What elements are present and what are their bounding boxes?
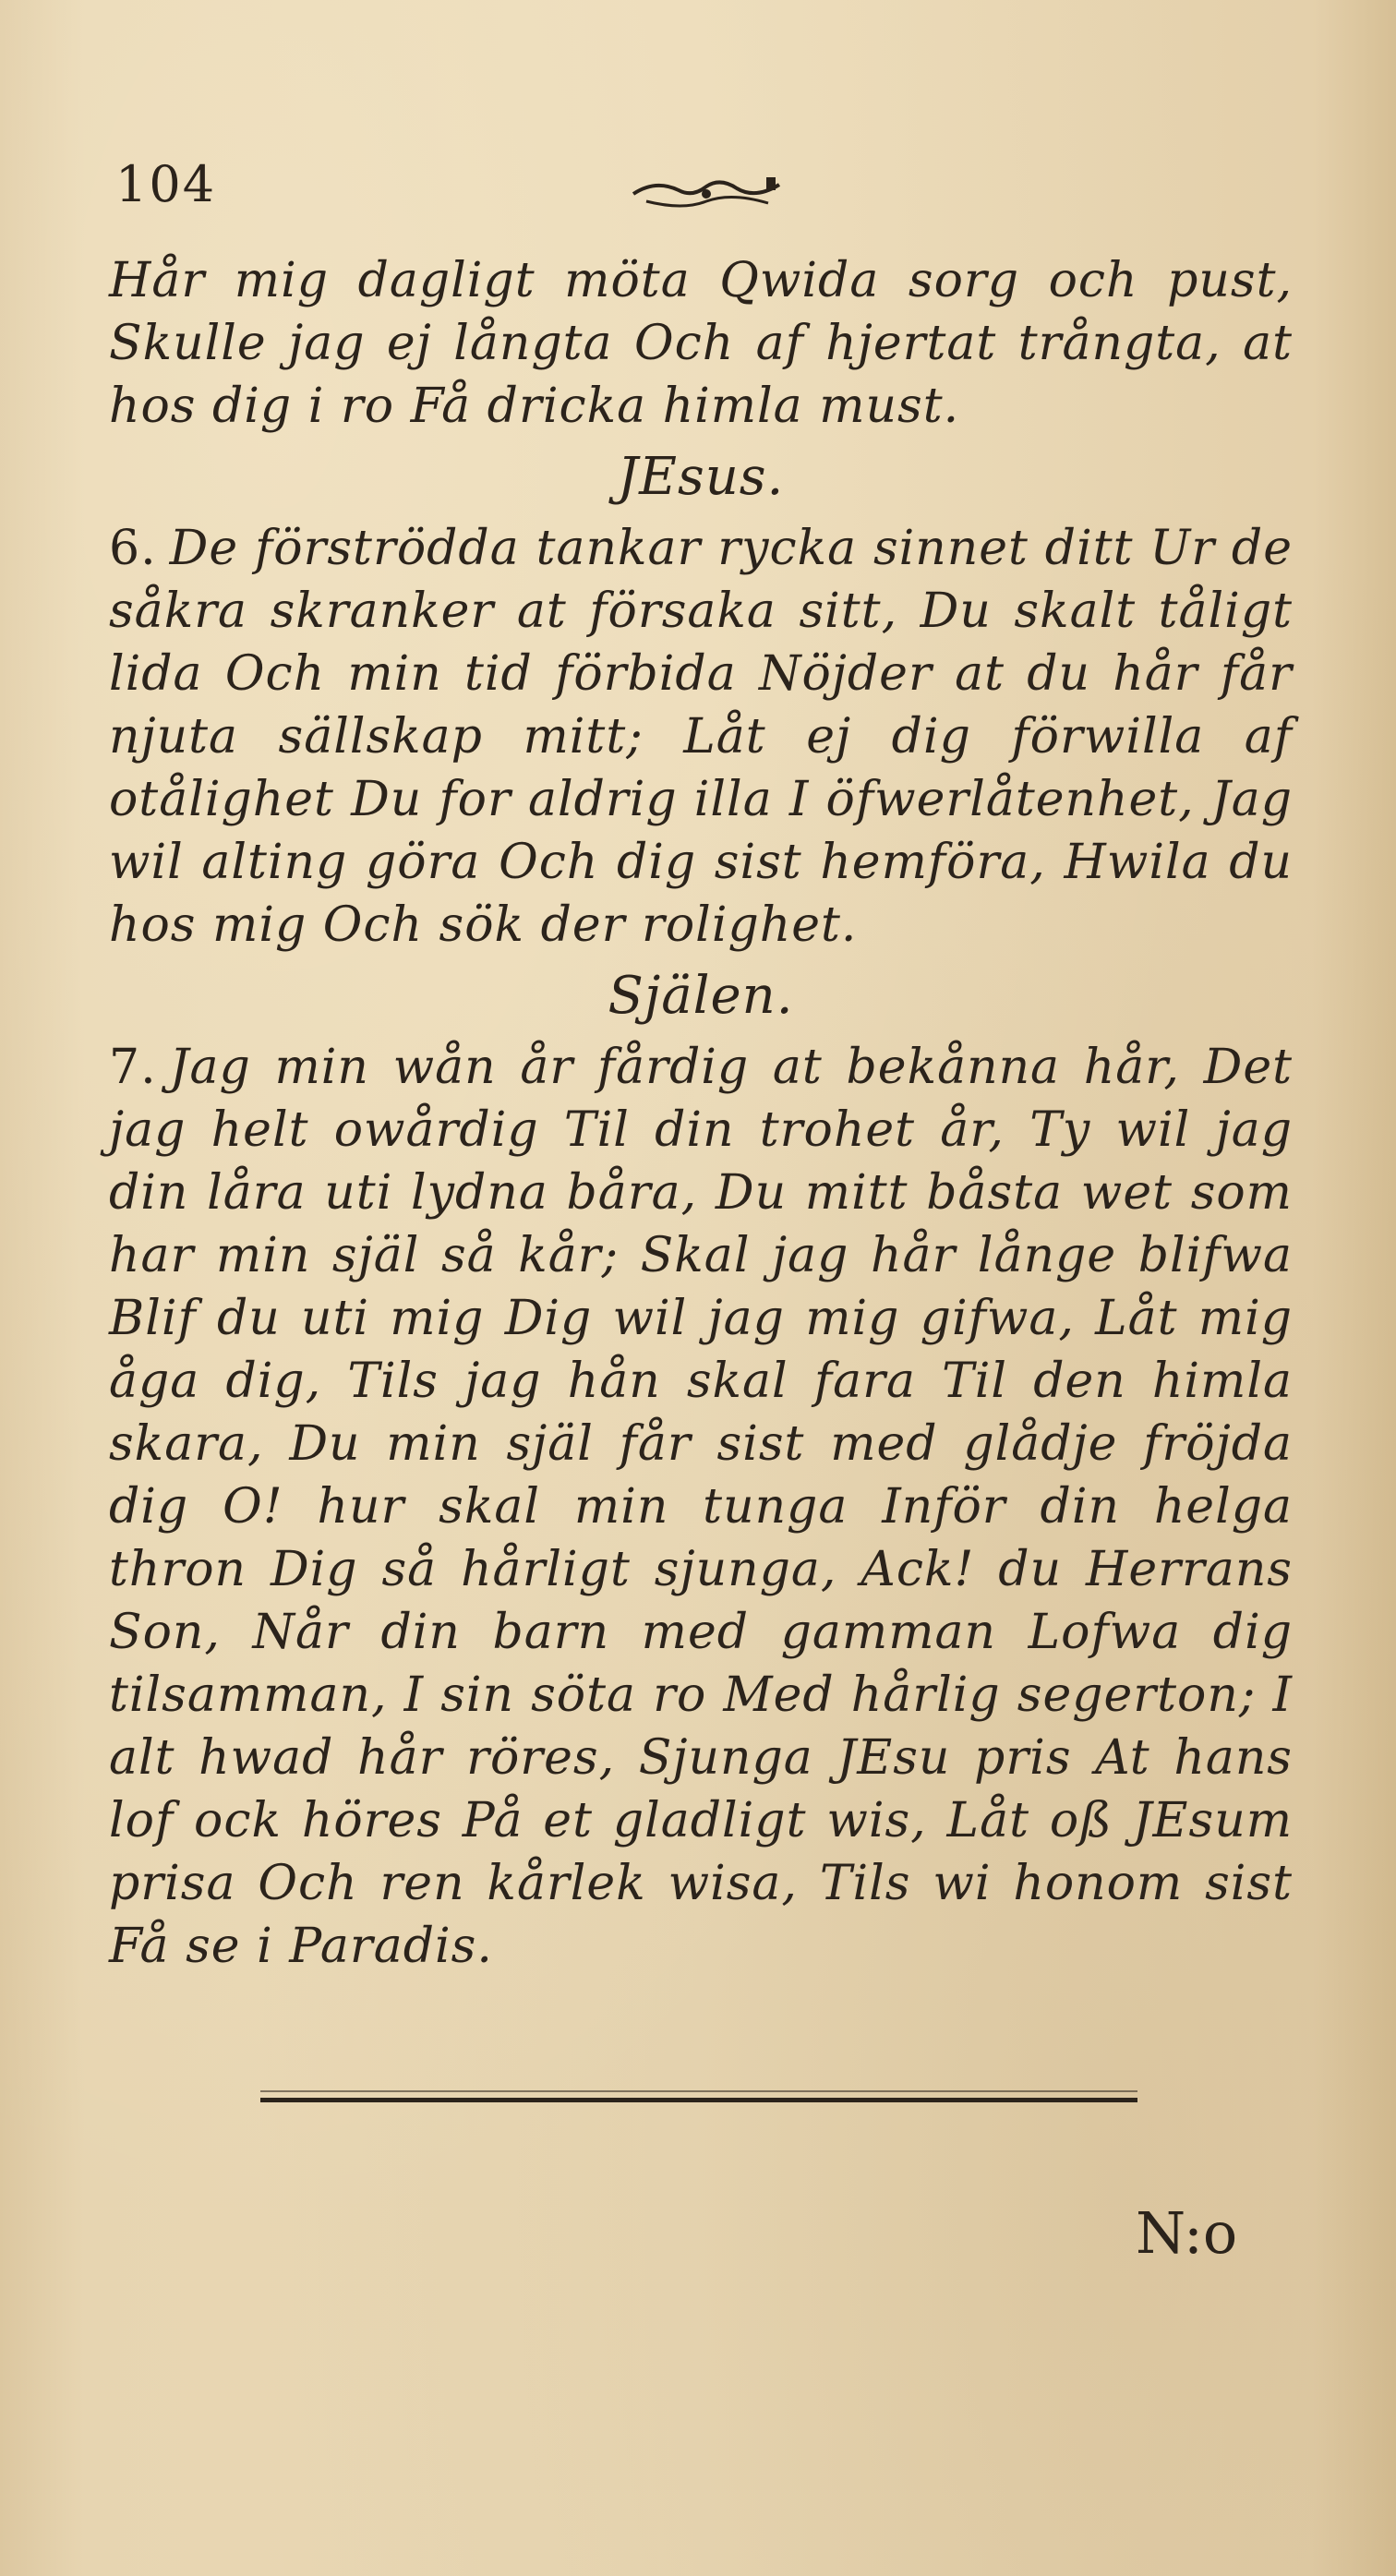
end-rule <box>260 2098 1137 2102</box>
verse-fragment: Hår mig dagligt möta Qwida sorg och pust, Skulle jag ej långta Och af hjertat trångta, at hos dig i ro Få dricka himla must. <box>109 253 1293 434</box>
catchword: N:o <box>1136 2199 1238 2267</box>
speaker-heading-jesus: JEsus. <box>617 447 785 507</box>
header-ornament <box>628 174 785 214</box>
verse-6-text: De förströdda tankar rycka sinnet ditt Ur de såkra skranker at försaka sitt, Du skalt tåligt lida Och min tid förbida Nöjder at du hår får njuta sällskap mitt; Låt ej dig förwilla af otålighet Du for aldrig illa I öfwerlåtenhet, Jag wil alting göra Och dig sist hemföra, Hwila du hos mig Och sök der rolighet. <box>109 521 1293 953</box>
verse-number: 7. <box>109 1040 157 1095</box>
verse-number: 6. <box>109 521 157 576</box>
speaker-heading-soul: Själen. <box>608 966 794 1026</box>
page-number: 104 <box>115 155 217 213</box>
verse-6 <box>109 517 1293 957</box>
text-block <box>109 249 1293 1978</box>
verse-7 <box>109 1036 1293 1978</box>
verse-7-text: Jag min wån år fårdig at bekånna hår, Det jag helt owårdig Til din trohet år, Ty wil jag din låra uti lydna båra, Du mitt båsta wet som har min själ så kår; Skal jag hår långe blifwa Blif du uti mig Dig wil jag mig gifwa, Låt mig åga dig, Tils jag hån skal fara Til den himla skara, Du min själ får sist med glådje fröjda dig O! hur skal min tunga Inför din helga thron Dig så hårligt sjunga, Ack! du Herrans Son, Når din barn med gamman Lofwa dig tilsamman, I sin söta ro Med hårlig segerton; I alt hwad hår röres, Sjunga JEsu pris At hans lof ock höres På et gladligt wis, Låt oß JEsum prisa Och ren kårlek wisa, Tils wi honom sist Få se i Paradis. <box>109 1040 1293 1974</box>
end-rule-thin <box>260 2090 1137 2092</box>
